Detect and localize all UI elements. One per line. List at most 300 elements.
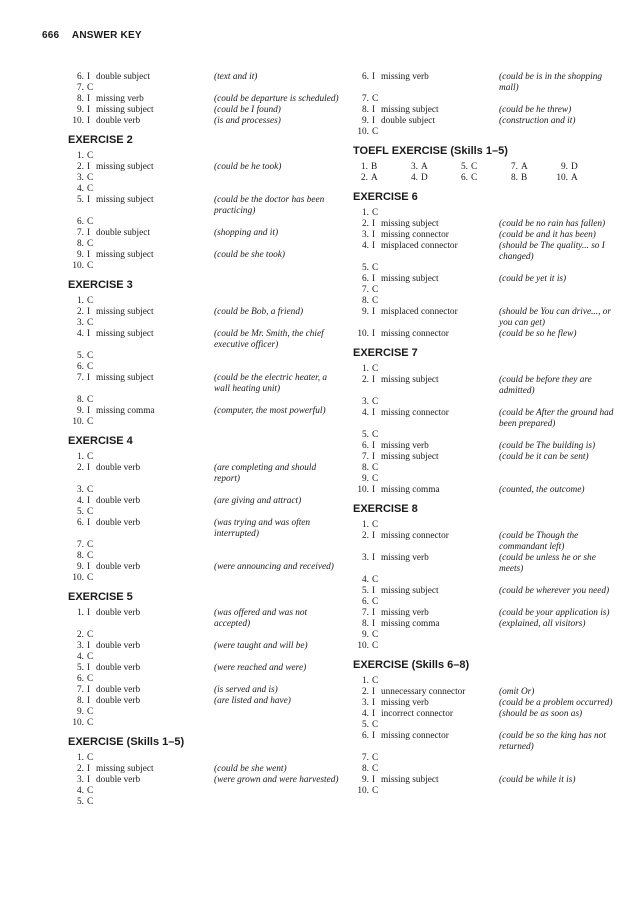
item-answer: C — [87, 417, 94, 427]
item-reason: missing subject — [96, 195, 154, 205]
item-reason — [96, 362, 214, 373]
item-reason: missing connector — [381, 329, 449, 339]
item-number: 9. — [362, 307, 369, 317]
item-note: (could be departure is scheduled) — [214, 94, 339, 104]
exercise-section — [353, 191, 621, 340]
answer-item — [353, 531, 621, 553]
item-number: 8. — [362, 463, 369, 473]
item-number: 5. — [362, 586, 369, 596]
item-note — [214, 217, 340, 228]
item-answer: I — [87, 105, 91, 115]
item-number: 4. — [362, 709, 369, 719]
answer-item — [68, 707, 340, 718]
item-reason: double verb — [96, 663, 141, 673]
item-answer: C — [372, 676, 379, 686]
item-note — [214, 452, 340, 463]
answer-item — [68, 540, 340, 551]
item-note — [214, 261, 340, 272]
item-reason: missing subject — [96, 373, 154, 383]
item-answer: C — [87, 753, 94, 763]
toefl-number: 8. — [511, 173, 518, 183]
item-note: (is and processes) — [214, 116, 281, 126]
item-number: 3. — [77, 485, 84, 495]
item-answer: C — [87, 173, 94, 183]
item-reason — [96, 296, 214, 307]
item-answer: C — [87, 674, 94, 684]
answer-item — [353, 208, 621, 219]
exercise-section — [68, 591, 340, 729]
toefl-answer: A — [421, 162, 428, 172]
item-note — [214, 173, 340, 184]
item-note — [214, 786, 340, 797]
item-number: 5. — [362, 720, 369, 730]
item-number: 2. — [77, 162, 84, 172]
item-note: (were grown and were harvested) — [214, 775, 339, 785]
answer-item — [353, 116, 621, 127]
item-number: 1. — [77, 151, 84, 161]
item-answer: C — [87, 395, 94, 405]
answer-item — [68, 630, 340, 641]
toefl-answer: B — [521, 173, 528, 183]
item-number: 7. — [77, 540, 84, 550]
item-note — [499, 575, 621, 586]
item-note — [499, 208, 621, 219]
item-reason: double verb — [96, 518, 141, 528]
answer-item — [353, 274, 621, 285]
item-answer: I — [87, 764, 91, 774]
item-note: (are completing and should report) — [214, 463, 317, 484]
item-note: (could be no rain has fallen) — [499, 219, 606, 229]
item-answer: I — [372, 329, 376, 339]
item-note — [214, 674, 340, 685]
item-number: 5. — [362, 430, 369, 440]
item-answer: C — [87, 786, 94, 796]
item-note — [214, 540, 340, 551]
item-note: (could be she went) — [214, 764, 287, 774]
item-reason — [381, 463, 499, 474]
item-note: (text and it) — [214, 72, 258, 82]
item-reason: missing subject — [96, 105, 154, 115]
item-answer: I — [372, 441, 376, 451]
item-number: 9. — [77, 562, 84, 572]
item-answer: I — [372, 687, 376, 697]
right-column — [353, 72, 621, 797]
item-note — [214, 485, 340, 496]
answer-item — [353, 241, 621, 263]
item-answer: I — [372, 274, 376, 284]
carryover-items — [353, 72, 621, 138]
answer-item — [353, 641, 621, 652]
item-reason — [381, 364, 499, 375]
item-reason — [96, 507, 214, 518]
answer-item — [353, 397, 621, 408]
answer-item — [68, 764, 340, 775]
item-answer: C — [87, 217, 94, 227]
item-answer: C — [87, 362, 94, 372]
item-reason: missing verb — [381, 698, 429, 708]
exercise-title: EXERCISE 8 — [353, 503, 418, 515]
item-answer: C — [87, 151, 94, 161]
item-answer: I — [372, 709, 376, 719]
item-answer: I — [372, 586, 376, 596]
answer-item — [68, 452, 340, 463]
answer-item — [353, 597, 621, 608]
item-reason: misplaced connector — [381, 241, 458, 251]
item-note — [214, 797, 340, 808]
item-answer: C — [372, 520, 379, 530]
exercise-section — [353, 347, 621, 496]
item-number: 7. — [77, 228, 84, 238]
item-number: 5. — [77, 663, 84, 673]
item-number: 5. — [77, 351, 84, 361]
item-reason — [381, 430, 499, 441]
item-answer: I — [372, 219, 376, 229]
item-note — [499, 786, 621, 797]
item-reason — [381, 720, 499, 731]
item-reason — [381, 753, 499, 764]
item-reason — [96, 674, 214, 685]
item-note — [214, 507, 340, 518]
item-answer: C — [87, 239, 94, 249]
answer-item — [68, 162, 340, 173]
item-answer: I — [372, 485, 376, 495]
item-answer: C — [372, 263, 379, 273]
item-number: 8. — [362, 764, 369, 774]
answer-item — [68, 217, 340, 228]
item-reason — [96, 753, 214, 764]
item-answer: I — [372, 608, 376, 618]
item-reason: missing connector — [381, 531, 449, 541]
toefl-answer: B — [371, 162, 378, 172]
answer-item — [353, 441, 621, 452]
answer-item — [353, 709, 621, 720]
item-reason: double subject — [96, 228, 150, 238]
item-reason — [96, 239, 214, 250]
item-reason — [96, 452, 214, 463]
answer-item — [353, 720, 621, 731]
item-answer: C — [87, 797, 94, 807]
page-title: ANSWER KEY — [71, 30, 142, 41]
item-reason — [381, 764, 499, 775]
toefl-row — [353, 173, 621, 184]
item-answer: C — [87, 718, 94, 728]
answer-item — [353, 553, 621, 575]
item-reason — [96, 151, 214, 162]
answer-item — [353, 474, 621, 485]
item-reason — [96, 630, 214, 641]
item-note — [214, 151, 340, 162]
item-reason: missing subject — [381, 105, 439, 115]
item-answer: I — [372, 116, 376, 126]
item-reason — [96, 707, 214, 718]
exercise-title: EXERCISE (Skills 1–5) — [68, 736, 185, 748]
item-note — [214, 417, 340, 428]
answer-item — [353, 296, 621, 307]
item-note: (could be the electric heater, a wall heating unit) — [214, 373, 328, 394]
item-reason: missing connector — [381, 408, 449, 418]
item-reason — [96, 652, 214, 663]
item-reason — [381, 208, 499, 219]
answer-item — [353, 731, 621, 753]
item-answer: C — [87, 184, 94, 194]
item-note — [214, 83, 340, 94]
answer-item — [68, 786, 340, 797]
item-reason: double verb — [96, 641, 141, 651]
item-note: (counted, the outcome) — [499, 485, 585, 495]
item-reason — [96, 217, 214, 228]
item-number: 10. — [357, 641, 369, 651]
answer-item — [353, 263, 621, 274]
item-note: (could be After the ground had been prepared) — [499, 408, 614, 429]
item-reason: missing subject — [381, 219, 439, 229]
answer-item — [353, 408, 621, 430]
item-reason — [381, 641, 499, 652]
toefl-number: 5. — [461, 162, 468, 172]
item-number: 10. — [357, 786, 369, 796]
exercise-section — [68, 435, 340, 584]
item-note: (should be as soon as) — [499, 709, 583, 719]
item-note — [214, 707, 340, 718]
item-number: 5. — [362, 263, 369, 273]
item-answer: I — [372, 105, 376, 115]
exercise-section — [353, 503, 621, 652]
item-reason: missing subject — [381, 274, 439, 284]
item-reason: missing subject — [381, 775, 439, 785]
item-answer: I — [372, 775, 376, 785]
item-number: 4. — [362, 575, 369, 585]
item-reason: double verb — [96, 608, 141, 618]
toefl-answer: A — [571, 173, 578, 183]
item-note — [499, 127, 621, 138]
item-number: 10. — [72, 261, 84, 271]
item-note: (could be while it is) — [499, 775, 576, 785]
item-note — [214, 395, 340, 406]
item-note: (could be is in the shopping mall) — [499, 72, 603, 93]
item-note — [499, 753, 621, 764]
item-reason — [381, 285, 499, 296]
item-reason: double verb — [96, 116, 141, 126]
item-note: (could be unless he or she meets) — [499, 553, 596, 574]
item-answer: I — [372, 452, 376, 462]
answer-item — [68, 608, 340, 630]
item-note: (could be your application is) — [499, 608, 610, 618]
page-number: 666 — [42, 30, 60, 41]
answer-item — [353, 72, 621, 94]
item-reason: double verb — [96, 496, 141, 506]
toefl-answer: A — [371, 173, 378, 183]
item-reason — [96, 718, 214, 729]
item-reason: missing verb — [96, 94, 144, 104]
item-note: (could be yet it is) — [499, 274, 567, 284]
item-answer: I — [87, 463, 91, 473]
item-number: 5. — [77, 797, 84, 807]
item-answer: C — [372, 364, 379, 374]
page-header — [42, 30, 142, 41]
item-reason: missing subject — [96, 329, 154, 339]
answer-item — [353, 786, 621, 797]
answer-item — [68, 296, 340, 307]
answer-item — [68, 94, 340, 105]
item-number: 10. — [72, 116, 84, 126]
answer-item — [68, 250, 340, 261]
item-number: 4. — [77, 652, 84, 662]
item-number: 2. — [77, 463, 84, 473]
toefl-number: 2. — [361, 173, 368, 183]
item-number: 8. — [362, 619, 369, 629]
toefl-answer: D — [421, 173, 428, 183]
item-reason: missing subject — [96, 764, 154, 774]
answer-item — [68, 329, 340, 351]
answer-item — [353, 230, 621, 241]
item-note — [499, 641, 621, 652]
item-number: 9. — [362, 630, 369, 640]
item-reason — [381, 575, 499, 586]
answer-item — [353, 105, 621, 116]
item-reason: double verb — [96, 696, 141, 706]
item-reason: missing connector — [381, 230, 449, 240]
item-answer: I — [372, 72, 376, 82]
item-number: 3. — [77, 318, 84, 328]
item-number: 7. — [77, 83, 84, 93]
toefl-number: 4. — [411, 173, 418, 183]
item-note: (are giving and attract) — [214, 496, 302, 506]
item-reason — [381, 127, 499, 138]
item-reason: missing subject — [381, 586, 439, 596]
item-note — [214, 718, 340, 729]
item-number: 8. — [362, 105, 369, 115]
item-answer: I — [87, 562, 91, 572]
item-note — [499, 764, 621, 775]
item-reason: double subject — [96, 72, 150, 82]
item-reason: unnecessary connector — [381, 687, 466, 697]
item-reason: missing subject — [381, 375, 439, 385]
item-reason: missing comma — [381, 485, 440, 495]
item-reason: missing verb — [381, 608, 429, 618]
item-note — [499, 676, 621, 687]
item-answer: I — [87, 329, 91, 339]
item-note: (were announcing and received) — [214, 562, 334, 572]
item-note: (could be Mr. Smith, the chief executive officer) — [214, 329, 324, 350]
item-answer: C — [372, 641, 379, 651]
answer-item — [353, 687, 621, 698]
item-note — [214, 184, 340, 195]
item-answer: C — [87, 652, 94, 662]
item-answer: C — [372, 764, 379, 774]
item-number: 1. — [362, 676, 369, 686]
item-note: (could be he took) — [214, 162, 282, 172]
answer-item — [68, 463, 340, 485]
item-answer: C — [87, 540, 94, 550]
item-note — [214, 318, 340, 329]
item-answer: I — [372, 375, 376, 385]
item-reason — [381, 397, 499, 408]
item-number: 9. — [77, 250, 84, 260]
item-number: 8. — [362, 296, 369, 306]
item-number: 2. — [362, 219, 369, 229]
item-reason — [96, 786, 214, 797]
item-number: 7. — [362, 285, 369, 295]
item-note — [214, 652, 340, 663]
item-note: (could be before they are admitted) — [499, 375, 592, 396]
item-reason — [381, 786, 499, 797]
item-note — [499, 597, 621, 608]
item-number: 7. — [362, 94, 369, 104]
item-number: 8. — [77, 696, 84, 706]
answer-item — [68, 362, 340, 373]
item-note — [499, 285, 621, 296]
answer-item — [353, 452, 621, 463]
item-number: 3. — [77, 173, 84, 183]
exercise-title: EXERCISE 5 — [68, 591, 133, 603]
item-answer: I — [87, 406, 91, 416]
item-answer: I — [87, 94, 91, 104]
answer-item — [68, 573, 340, 584]
answer-item — [68, 507, 340, 518]
answer-item — [68, 406, 340, 417]
item-reason — [381, 630, 499, 641]
answer-item — [68, 496, 340, 507]
answer-item — [353, 375, 621, 397]
item-reason — [381, 94, 499, 105]
item-note — [499, 630, 621, 641]
answer-item — [353, 775, 621, 786]
item-number: 6. — [362, 597, 369, 607]
item-number: 4. — [77, 184, 84, 194]
item-note: (were taught and will be) — [214, 641, 308, 651]
item-reason: missing subject — [381, 452, 439, 462]
item-note: (are listed and have) — [214, 696, 291, 706]
item-note — [499, 397, 621, 408]
answer-item — [68, 663, 340, 674]
item-answer: I — [87, 518, 91, 528]
exercise-section — [68, 134, 340, 272]
item-note: (was trying and was often interrupted) — [214, 518, 311, 539]
answer-item — [353, 608, 621, 619]
item-answer: C — [372, 397, 379, 407]
item-note — [499, 296, 621, 307]
item-note: (computer, the most powerful) — [214, 406, 326, 416]
answer-item — [68, 228, 340, 239]
item-number: 6. — [77, 72, 84, 82]
item-number: 2. — [77, 307, 84, 317]
item-note: (could be she took) — [214, 250, 285, 260]
item-number: 10. — [72, 573, 84, 583]
item-reason: missing verb — [381, 72, 429, 82]
item-number: 8. — [77, 551, 84, 561]
item-reason — [381, 676, 499, 687]
toefl-number: 1. — [361, 162, 368, 172]
toefl-answer: A — [521, 162, 528, 172]
toefl-number: 7. — [511, 162, 518, 172]
item-note — [499, 474, 621, 485]
toefl-number: 9. — [561, 162, 568, 172]
item-reason — [96, 395, 214, 406]
answer-item — [68, 72, 340, 83]
answer-item — [68, 641, 340, 652]
item-number: 8. — [77, 94, 84, 104]
item-note: (could be so the king has not returned) — [499, 731, 606, 752]
item-reason — [96, 540, 214, 551]
item-reason — [96, 573, 214, 584]
item-reason: misplaced connector — [381, 307, 458, 317]
exercise-title: EXERCISE (Skills 6–8) — [353, 659, 470, 671]
item-number: 8. — [77, 239, 84, 249]
item-answer: I — [372, 619, 376, 629]
item-number: 1. — [362, 208, 369, 218]
answer-item — [68, 485, 340, 496]
exercise-section — [68, 72, 340, 127]
exercise-title: EXERCISE 7 — [353, 347, 418, 359]
